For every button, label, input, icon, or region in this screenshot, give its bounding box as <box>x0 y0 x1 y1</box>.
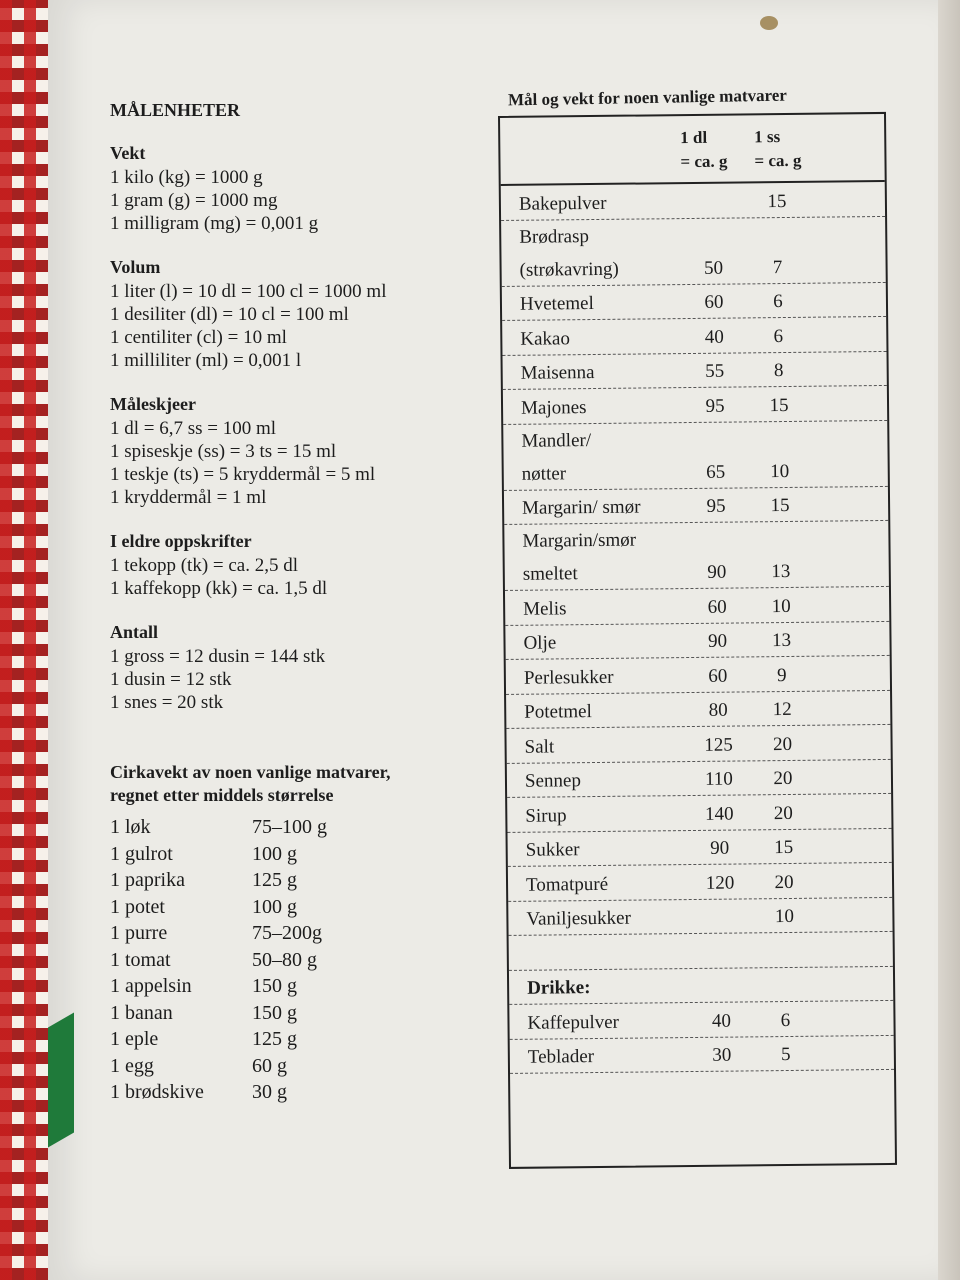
row-name: Kakao <box>520 327 571 350</box>
approx-item-weight: 150 g <box>252 1001 297 1024</box>
approx-item <box>110 947 470 974</box>
row-ss-value: 6 <box>773 291 783 313</box>
measure-table <box>498 112 897 1169</box>
row-dl-value: 60 <box>708 665 728 687</box>
row-name: Majones <box>520 396 587 419</box>
row-name-line1: Brødrasp <box>519 225 590 248</box>
approx-item-weight: 75–200g <box>252 922 322 944</box>
row-ss-value: 20 <box>773 802 793 824</box>
row-name: Sirup <box>525 804 567 827</box>
table-row <box>504 486 888 525</box>
units-title: MÅLENHETER <box>110 100 241 120</box>
approx-item-weight: 100 g <box>252 895 297 918</box>
approx-item-weight: 150 g <box>252 975 297 997</box>
row-name: Drikke: <box>527 977 591 999</box>
table-caption: Mål og vekt for noen vanlige matvarer <box>507 85 788 110</box>
section-title: I eldre oppskrifter <box>110 531 252 551</box>
row-dl-value: 90 <box>707 561 727 583</box>
unit-line: 1 gram (g) = 1000 mg <box>110 190 278 211</box>
approx-item-weight: 60 g <box>252 1054 287 1077</box>
approx-item-weight: 125 g <box>252 869 297 891</box>
col-ss-header <box>754 125 801 173</box>
table-row <box>502 282 886 321</box>
table-row <box>509 966 893 1005</box>
table-row <box>503 351 887 390</box>
unit-line: 1 spiseskje (ss) = 3 ts = 15 ml <box>110 441 337 462</box>
col-dl-line2: = ca. g <box>680 151 728 172</box>
approx-item <box>110 1053 470 1080</box>
section-title: Måleskjeer <box>110 394 196 414</box>
row-dl-value: 80 <box>708 699 728 721</box>
row-name-line2: nøtter <box>521 462 567 485</box>
approx-item-weight: 125 g <box>252 1028 297 1050</box>
row-ss-value: 13 <box>771 560 791 583</box>
approx-item-name: 1 tomat <box>110 948 171 971</box>
unit-line: 1 snes = 20 stk <box>110 692 224 713</box>
table-row <box>510 1035 894 1074</box>
unit-line: 1 milligram (mg) = 0,001 g <box>110 213 319 234</box>
table-row <box>510 1070 894 1114</box>
row-dl-value: 140 <box>704 803 734 825</box>
row-ss-value: 7 <box>772 256 783 278</box>
row-ss-value: 13 <box>771 629 792 652</box>
row-dl-value: 95 <box>705 395 725 417</box>
row-name: Teblader <box>527 1046 595 1068</box>
approx-item-name: 1 løk <box>110 816 151 838</box>
col-dl-header <box>680 126 727 174</box>
approx-title-line2: regnet etter middels størrelse <box>110 785 334 805</box>
row-name-line2: (strøkavring) <box>519 258 619 281</box>
row-name: Sennep <box>524 770 582 792</box>
green-edge-mark <box>48 1012 74 1147</box>
table-row <box>509 932 893 971</box>
row-name: Perlesukker <box>523 666 614 689</box>
approx-item <box>110 814 470 841</box>
approx-weights <box>110 762 470 1106</box>
row-ss-value: 5 <box>780 1043 791 1066</box>
section-vekt <box>110 143 470 235</box>
row-dl-value: 90 <box>707 630 728 652</box>
table-row <box>508 863 892 902</box>
unit-line: 1 kaffekopp (kk) = ca. 1,5 dl <box>110 578 328 599</box>
row-name: Margarin/ smør <box>521 496 641 519</box>
approx-item-name: 1 purre <box>110 922 168 944</box>
table-header <box>500 114 885 186</box>
approx-item-name: 1 banan <box>110 1001 173 1024</box>
row-dl-value: 95 <box>706 495 726 517</box>
approx-item <box>110 1000 470 1027</box>
row-dl-value: 60 <box>707 596 727 618</box>
page-stain <box>760 16 778 30</box>
row-ss-value: 10 <box>771 595 791 617</box>
row-ss-value: 20 <box>774 871 794 893</box>
row-dl-value: 55 <box>705 360 725 382</box>
row-dl-value: 110 <box>704 768 733 790</box>
unit-line: 1 liter (l) = 10 dl = 100 cl = 1000 ml <box>110 281 387 302</box>
row-name-line2: smeltet <box>522 563 578 585</box>
row-name: Vaniljesukker <box>526 907 632 930</box>
unit-line: 1 desiliter (dl) = 10 cl = 100 ml <box>110 304 349 325</box>
section-antall <box>110 622 470 714</box>
row-dl-value: 65 <box>706 461 726 483</box>
approx-item <box>110 1026 470 1053</box>
unit-line: 1 kryddermål = 1 ml <box>110 487 267 508</box>
row-name: Potetmel <box>524 701 592 723</box>
units-column <box>110 100 470 1106</box>
approx-title-line1: Cirkavekt av noen vanlige matvarer, <box>110 762 391 782</box>
row-dl-value: 120 <box>705 872 735 894</box>
section-title: Antall <box>110 622 159 642</box>
row-ss-value: 15 <box>770 494 790 517</box>
table-row <box>508 897 892 936</box>
table-row <box>504 521 889 591</box>
row-name-line1: Mandler/ <box>521 429 592 452</box>
row-dl-value: 40 <box>704 326 724 348</box>
approx-item <box>110 1079 470 1106</box>
unit-line: 1 centiliter (cl) = 10 ml <box>110 327 287 348</box>
approx-item <box>110 973 470 1000</box>
col-ss-line2: = ca. g <box>754 150 802 171</box>
row-dl-value: 50 <box>703 257 724 279</box>
row-ss-value: 6 <box>780 1009 791 1031</box>
row-name: Hvetemel <box>519 293 594 315</box>
unit-line: 1 dusin = 12 stk <box>110 669 232 690</box>
row-name: Tomatpuré <box>525 873 609 896</box>
unit-line: 1 dl = 6,7 ss = 100 ml <box>110 418 277 439</box>
table-row <box>503 420 888 490</box>
approx-item <box>110 867 470 894</box>
approx-item-name: 1 brødskive <box>110 1081 204 1103</box>
row-dl-value: 60 <box>704 291 724 313</box>
row-name: Bakepulver <box>518 192 607 215</box>
approx-item <box>110 894 470 921</box>
section-title: Vekt <box>110 143 146 163</box>
col-dl-line1: 1 dl <box>680 127 708 148</box>
section-title: Volum <box>110 257 161 277</box>
table-row <box>506 725 890 764</box>
row-name: Olje <box>523 632 557 654</box>
unit-line: 1 gross = 12 dusin = 144 stk <box>110 646 326 667</box>
table-row <box>507 794 891 833</box>
row-name: Kaffepulver <box>527 1011 620 1034</box>
row-dl-value: 125 <box>704 734 733 756</box>
row-name-line1: Margarin/smør <box>522 529 637 552</box>
row-name: Sukker <box>525 839 580 861</box>
row-ss-value: 8 <box>773 360 784 382</box>
row-ss-value: 10 <box>770 460 790 482</box>
section-volum <box>110 257 470 372</box>
row-ss-value: 9 <box>777 664 787 686</box>
row-dl-value: 40 <box>711 1010 732 1032</box>
table-row <box>507 759 891 798</box>
section-maleskjeer <box>110 394 470 509</box>
approx-item-weight: 75–100 g <box>252 816 327 838</box>
approx-item-name: 1 paprika <box>110 869 185 891</box>
approx-list <box>110 814 470 1106</box>
row-dl-value: 90 <box>710 837 730 859</box>
approx-item-name: 1 appelsin <box>110 975 192 997</box>
col-ss-line1: 1 ss <box>754 127 781 147</box>
approx-item-weight: 50–80 g <box>252 948 317 971</box>
approx-item-weight: 30 g <box>252 1081 287 1103</box>
row-name: Melis <box>523 597 567 620</box>
table-row <box>506 690 890 729</box>
row-ss-value: 20 <box>773 767 793 790</box>
table-row <box>505 587 889 626</box>
section-eldre-oppskrifter <box>110 531 470 600</box>
table-row <box>506 656 890 695</box>
table-row <box>509 1001 893 1040</box>
row-dl-value: 30 <box>712 1044 732 1066</box>
approx-item-weight: 100 g <box>252 842 297 865</box>
row-ss-value: 20 <box>772 733 793 755</box>
approx-item-name: 1 egg <box>110 1054 154 1077</box>
table-row <box>508 828 892 867</box>
table-row <box>505 621 889 660</box>
row-name: Salt <box>524 735 555 758</box>
row-ss-value: 10 <box>774 905 795 928</box>
table-row <box>501 182 885 221</box>
table-body <box>501 182 895 1114</box>
table-row <box>501 216 886 286</box>
row-name: Maisenna <box>520 362 595 384</box>
row-ss-value: 6 <box>773 325 784 347</box>
unit-line: 1 milliliter (ml) = 0,001 l <box>110 350 302 371</box>
approx-item-name: 1 potet <box>110 895 165 918</box>
table-row <box>503 386 887 425</box>
unit-line: 1 teskje (ts) = 5 kryddermål = 5 ml <box>110 464 376 485</box>
approx-item <box>110 841 470 868</box>
unit-line: 1 tekopp (tk) = ca. 2,5 dl <box>110 555 299 576</box>
row-ss-value: 15 <box>767 190 787 212</box>
row-ss-value: 15 <box>774 836 794 859</box>
unit-line: 1 kilo (kg) = 1000 g <box>110 167 263 188</box>
approx-item-name: 1 gulrot <box>110 842 173 865</box>
approx-item <box>110 920 470 947</box>
table-row <box>502 317 886 356</box>
approx-item-name: 1 eple <box>110 1028 159 1050</box>
row-ss-value: 12 <box>772 698 792 721</box>
row-ss-value: 15 <box>769 394 789 416</box>
